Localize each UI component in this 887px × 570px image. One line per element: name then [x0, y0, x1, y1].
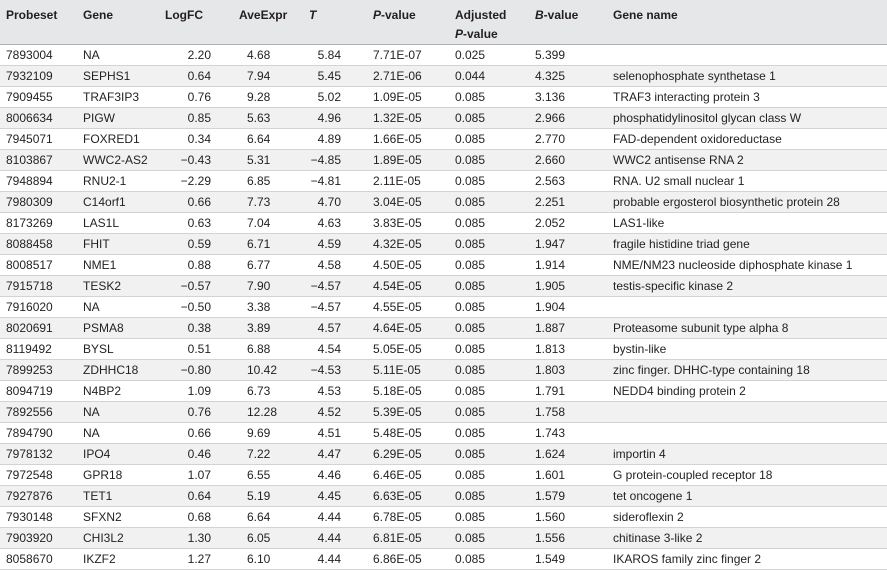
- header-aveexpr: AveExpr: [229, 0, 289, 45]
- cell-gene-name: IKAROS family zinc finger 2: [603, 549, 887, 570]
- cell-aveexpr: 3.38: [229, 297, 289, 318]
- cell-gene-name: selenophosphate synthetase 1: [603, 66, 887, 87]
- cell-aveexpr: 6.71: [229, 234, 289, 255]
- cell-t: −4.81: [289, 171, 357, 192]
- cell-probeset: 7978132: [0, 444, 77, 465]
- table-row: [0, 402, 887, 423]
- cell-gene-name: RNA. U2 small nuclear 1: [603, 171, 887, 192]
- cell-gene-name: FAD-dependent oxidoreductase: [603, 129, 887, 150]
- cell-gene-name: zinc finger. DHHC-type containing 18: [603, 360, 887, 381]
- header-adjusted-rest: -value: [463, 27, 498, 41]
- cell-t: 5.02: [289, 87, 357, 108]
- table-row: [0, 213, 887, 234]
- cell-gene: FOXRED1: [77, 129, 159, 150]
- cell-pvalue: 3.83E-05: [357, 213, 439, 234]
- header-adjusted-italic: P: [455, 27, 464, 41]
- header-t: [289, 0, 357, 45]
- cell-gene-name: fragile histidine triad gene: [603, 234, 887, 255]
- cell-probeset: 7948894: [0, 171, 77, 192]
- table-row: [0, 528, 887, 549]
- cell-gene: FHIT: [77, 234, 159, 255]
- cell-gene: SFXN2: [77, 507, 159, 528]
- cell-t: −4.57: [289, 297, 357, 318]
- cell-t: 4.58: [289, 255, 357, 276]
- header-probeset: Probeset: [0, 0, 77, 45]
- cell-adjusted-pvalue: 0.085: [439, 444, 521, 465]
- cell-gene: IKZF2: [77, 549, 159, 570]
- cell-probeset: 7894790: [0, 423, 77, 444]
- cell-logfc: 0.59: [159, 234, 229, 255]
- table-row: [0, 465, 887, 486]
- cell-aveexpr: 12.28: [229, 402, 289, 423]
- cell-t: 4.59: [289, 234, 357, 255]
- cell-bvalue: 1.914: [521, 255, 603, 276]
- cell-gene-name: probable ergosterol biosynthetic protein 28: [603, 192, 887, 213]
- cell-gene: ZDHHC18: [77, 360, 159, 381]
- cell-probeset: 8006634: [0, 108, 77, 129]
- cell-aveexpr: 7.90: [229, 276, 289, 297]
- cell-logfc: 1.09: [159, 381, 229, 402]
- cell-gene: NA: [77, 402, 159, 423]
- cell-pvalue: 1.09E-05: [357, 87, 439, 108]
- cell-probeset: 8008517: [0, 255, 77, 276]
- cell-aveexpr: 5.63: [229, 108, 289, 129]
- cell-logfc: 2.20: [159, 45, 229, 66]
- cell-logfc: 0.64: [159, 486, 229, 507]
- cell-gene-name: [603, 297, 887, 318]
- cell-bvalue: 1.887: [521, 318, 603, 339]
- cell-aveexpr: 6.05: [229, 528, 289, 549]
- cell-probeset: 7980309: [0, 192, 77, 213]
- cell-gene-name: Proteasome subunit type alpha 8: [603, 318, 887, 339]
- cell-gene: C14orf1: [77, 192, 159, 213]
- cell-probeset: 7972548: [0, 465, 77, 486]
- cell-aveexpr: 6.85: [229, 171, 289, 192]
- cell-bvalue: 1.791: [521, 381, 603, 402]
- cell-probeset: 7945071: [0, 129, 77, 150]
- cell-gene: NA: [77, 423, 159, 444]
- table-row: [0, 318, 887, 339]
- header-gene-name: Gene name: [603, 0, 887, 45]
- table-row: [0, 276, 887, 297]
- cell-gene: PSMA8: [77, 318, 159, 339]
- cell-adjusted-pvalue: 0.085: [439, 402, 521, 423]
- cell-adjusted-pvalue: 0.085: [439, 276, 521, 297]
- cell-gene: TESK2: [77, 276, 159, 297]
- cell-aveexpr: 4.68: [229, 45, 289, 66]
- cell-logfc: 0.51: [159, 339, 229, 360]
- cell-bvalue: 1.758: [521, 402, 603, 423]
- cell-t: 4.44: [289, 528, 357, 549]
- table-body: [0, 45, 887, 570]
- header-logfc: LogFC: [159, 0, 229, 45]
- table-row: [0, 549, 887, 570]
- cell-logfc: 1.30: [159, 528, 229, 549]
- table-row: [0, 423, 887, 444]
- cell-gene-name: importin 4: [603, 444, 887, 465]
- table-row: [0, 339, 887, 360]
- cell-adjusted-pvalue: 0.085: [439, 213, 521, 234]
- cell-bvalue: 1.560: [521, 507, 603, 528]
- cell-adjusted-pvalue: 0.085: [439, 339, 521, 360]
- cell-probeset: 8094719: [0, 381, 77, 402]
- cell-logfc: 0.66: [159, 423, 229, 444]
- cell-gene: TET1: [77, 486, 159, 507]
- cell-probeset: 7892556: [0, 402, 77, 423]
- cell-logfc: 1.07: [159, 465, 229, 486]
- cell-t: −4.85: [289, 150, 357, 171]
- cell-bvalue: 1.905: [521, 276, 603, 297]
- cell-t: 4.44: [289, 507, 357, 528]
- cell-gene-name: WWC2 antisense RNA 2: [603, 150, 887, 171]
- cell-aveexpr: 6.64: [229, 507, 289, 528]
- header-pvalue: [357, 0, 439, 45]
- cell-pvalue: 5.05E-05: [357, 339, 439, 360]
- cell-logfc: 1.27: [159, 549, 229, 570]
- cell-t: 4.47: [289, 444, 357, 465]
- cell-bvalue: 1.601: [521, 465, 603, 486]
- cell-logfc: −0.43: [159, 150, 229, 171]
- cell-t: 4.46: [289, 465, 357, 486]
- cell-gene: NA: [77, 297, 159, 318]
- table-row: [0, 108, 887, 129]
- cell-t: 4.89: [289, 129, 357, 150]
- cell-pvalue: 4.50E-05: [357, 255, 439, 276]
- cell-gene-name: NME/NM23 nucleoside diphosphate kinase 1: [603, 255, 887, 276]
- cell-logfc: 0.63: [159, 213, 229, 234]
- cell-gene-name: bystin-like: [603, 339, 887, 360]
- table-row: [0, 150, 887, 171]
- cell-gene: NA: [77, 45, 159, 66]
- cell-probeset: 7903920: [0, 528, 77, 549]
- cell-gene: PIGW: [77, 108, 159, 129]
- cell-gene-name: NEDD4 binding protein 2: [603, 381, 887, 402]
- cell-adjusted-pvalue: 0.085: [439, 87, 521, 108]
- cell-adjusted-pvalue: 0.085: [439, 486, 521, 507]
- table-row: [0, 192, 887, 213]
- cell-t: 4.52: [289, 402, 357, 423]
- cell-gene: NME1: [77, 255, 159, 276]
- cell-gene-name: [603, 402, 887, 423]
- table-row: [0, 45, 887, 66]
- cell-gene-name: LAS1-like: [603, 213, 887, 234]
- cell-pvalue: 2.71E-06: [357, 66, 439, 87]
- cell-t: 5.45: [289, 66, 357, 87]
- cell-bvalue: 1.904: [521, 297, 603, 318]
- header-adjusted-line1: Adjusted: [455, 8, 507, 22]
- cell-bvalue: 3.136: [521, 87, 603, 108]
- cell-probeset: 7893004: [0, 45, 77, 66]
- cell-bvalue: 5.399: [521, 45, 603, 66]
- cell-logfc: 0.64: [159, 66, 229, 87]
- header-pvalue-italic: P: [373, 8, 382, 22]
- cell-aveexpr: 6.10: [229, 549, 289, 570]
- cell-probeset: 7916020: [0, 297, 77, 318]
- cell-pvalue: 7.71E-07: [357, 45, 439, 66]
- cell-gene: WWC2-AS2: [77, 150, 159, 171]
- cell-bvalue: 1.743: [521, 423, 603, 444]
- cell-aveexpr: 10.42: [229, 360, 289, 381]
- cell-gene-name: tet oncogene 1: [603, 486, 887, 507]
- table-row: [0, 255, 887, 276]
- cell-logfc: 0.46: [159, 444, 229, 465]
- cell-logfc: −2.29: [159, 171, 229, 192]
- cell-gene-name: G protein-coupled receptor 18: [603, 465, 887, 486]
- cell-aveexpr: 6.73: [229, 381, 289, 402]
- cell-probeset: 8020691: [0, 318, 77, 339]
- cell-bvalue: 1.803: [521, 360, 603, 381]
- cell-pvalue: 4.54E-05: [357, 276, 439, 297]
- cell-adjusted-pvalue: 0.085: [439, 465, 521, 486]
- cell-gene-name: [603, 45, 887, 66]
- cell-bvalue: 2.052: [521, 213, 603, 234]
- cell-logfc: 0.88: [159, 255, 229, 276]
- cell-gene-name: phosphatidylinositol glycan class W: [603, 108, 887, 129]
- cell-pvalue: 4.55E-05: [357, 297, 439, 318]
- header-gene: Gene: [77, 0, 159, 45]
- cell-logfc: −0.57: [159, 276, 229, 297]
- cell-aveexpr: 7.94: [229, 66, 289, 87]
- cell-adjusted-pvalue: 0.085: [439, 234, 521, 255]
- cell-probeset: 7915718: [0, 276, 77, 297]
- header-t-label: T: [309, 8, 317, 22]
- table-row: [0, 87, 887, 108]
- cell-gene-name: sideroflexin 2: [603, 507, 887, 528]
- table-row: [0, 129, 887, 150]
- cell-adjusted-pvalue: 0.085: [439, 108, 521, 129]
- cell-gene: N4BP2: [77, 381, 159, 402]
- cell-adjusted-pvalue: 0.025: [439, 45, 521, 66]
- cell-gene: RNU2-1: [77, 171, 159, 192]
- cell-pvalue: 4.64E-05: [357, 318, 439, 339]
- cell-aveexpr: 7.04: [229, 213, 289, 234]
- cell-probeset: 7909455: [0, 87, 77, 108]
- header-row: [0, 0, 887, 45]
- cell-bvalue: 1.813: [521, 339, 603, 360]
- cell-adjusted-pvalue: 0.085: [439, 255, 521, 276]
- cell-adjusted-pvalue: 0.085: [439, 150, 521, 171]
- cell-bvalue: 2.966: [521, 108, 603, 129]
- cell-pvalue: 6.63E-05: [357, 486, 439, 507]
- cell-t: 4.96: [289, 108, 357, 129]
- cell-t: 4.45: [289, 486, 357, 507]
- cell-gene-name: testis-specific kinase 2: [603, 276, 887, 297]
- cell-adjusted-pvalue: 0.085: [439, 192, 521, 213]
- cell-pvalue: 5.39E-05: [357, 402, 439, 423]
- cell-pvalue: 6.78E-05: [357, 507, 439, 528]
- cell-logfc: 0.38: [159, 318, 229, 339]
- cell-probeset: 8119492: [0, 339, 77, 360]
- table-row: [0, 234, 887, 255]
- cell-adjusted-pvalue: 0.044: [439, 66, 521, 87]
- cell-gene: CHI3L2: [77, 528, 159, 549]
- cell-t: 4.53: [289, 381, 357, 402]
- cell-gene: BYSL: [77, 339, 159, 360]
- cell-gene: TRAF3IP3: [77, 87, 159, 108]
- cell-bvalue: 2.251: [521, 192, 603, 213]
- cell-t: −4.53: [289, 360, 357, 381]
- cell-aveexpr: 6.77: [229, 255, 289, 276]
- cell-adjusted-pvalue: 0.085: [439, 528, 521, 549]
- cell-adjusted-pvalue: 0.085: [439, 360, 521, 381]
- cell-logfc: −0.50: [159, 297, 229, 318]
- cell-gene-name: [603, 423, 887, 444]
- table-row: [0, 444, 887, 465]
- table-row: [0, 297, 887, 318]
- cell-adjusted-pvalue: 0.085: [439, 381, 521, 402]
- cell-bvalue: 1.556: [521, 528, 603, 549]
- cell-aveexpr: 9.69: [229, 423, 289, 444]
- table-row: [0, 360, 887, 381]
- cell-bvalue: 1.549: [521, 549, 603, 570]
- cell-pvalue: 4.32E-05: [357, 234, 439, 255]
- cell-adjusted-pvalue: 0.085: [439, 549, 521, 570]
- cell-adjusted-pvalue: 0.085: [439, 507, 521, 528]
- cell-adjusted-pvalue: 0.085: [439, 171, 521, 192]
- header-pvalue-rest: -value: [381, 8, 416, 22]
- cell-logfc: 0.85: [159, 108, 229, 129]
- cell-t: −4.57: [289, 276, 357, 297]
- cell-t: 4.51: [289, 423, 357, 444]
- cell-bvalue: 1.579: [521, 486, 603, 507]
- cell-bvalue: 2.660: [521, 150, 603, 171]
- header-bvalue-rest: -value: [543, 8, 579, 22]
- cell-aveexpr: 5.31: [229, 150, 289, 171]
- header-bvalue-italic: B: [535, 8, 544, 22]
- cell-pvalue: 6.46E-05: [357, 465, 439, 486]
- cell-logfc: 0.76: [159, 402, 229, 423]
- cell-aveexpr: 5.19: [229, 486, 289, 507]
- cell-logfc: 0.76: [159, 87, 229, 108]
- cell-pvalue: 1.66E-05: [357, 129, 439, 150]
- cell-pvalue: 1.89E-05: [357, 150, 439, 171]
- cell-bvalue: 2.563: [521, 171, 603, 192]
- cell-probeset: 7899253: [0, 360, 77, 381]
- cell-logfc: 0.68: [159, 507, 229, 528]
- cell-t: 4.63: [289, 213, 357, 234]
- cell-probeset: 7927876: [0, 486, 77, 507]
- cell-logfc: 0.34: [159, 129, 229, 150]
- cell-aveexpr: 6.55: [229, 465, 289, 486]
- cell-pvalue: 6.29E-05: [357, 444, 439, 465]
- cell-aveexpr: 7.73: [229, 192, 289, 213]
- cell-probeset: 7930148: [0, 507, 77, 528]
- cell-pvalue: 5.11E-05: [357, 360, 439, 381]
- header-bvalue: [521, 0, 603, 45]
- cell-adjusted-pvalue: 0.085: [439, 297, 521, 318]
- table-row: [0, 66, 887, 87]
- cell-aveexpr: 7.22: [229, 444, 289, 465]
- cell-bvalue: 1.624: [521, 444, 603, 465]
- cell-bvalue: 1.947: [521, 234, 603, 255]
- cell-pvalue: 6.86E-05: [357, 549, 439, 570]
- cell-t: 4.54: [289, 339, 357, 360]
- cell-bvalue: 2.770: [521, 129, 603, 150]
- table-row: [0, 171, 887, 192]
- cell-pvalue: 5.48E-05: [357, 423, 439, 444]
- cell-pvalue: 2.11E-05: [357, 171, 439, 192]
- cell-pvalue: 3.04E-05: [357, 192, 439, 213]
- table-header: [0, 0, 887, 45]
- cell-adjusted-pvalue: 0.085: [439, 318, 521, 339]
- cell-adjusted-pvalue: 0.085: [439, 129, 521, 150]
- cell-probeset: 8173269: [0, 213, 77, 234]
- cell-logfc: 0.66: [159, 192, 229, 213]
- cell-logfc: −0.80: [159, 360, 229, 381]
- cell-gene: GPR18: [77, 465, 159, 486]
- cell-pvalue: 5.18E-05: [357, 381, 439, 402]
- cell-probeset: 8103867: [0, 150, 77, 171]
- cell-bvalue: 4.325: [521, 66, 603, 87]
- cell-aveexpr: 6.88: [229, 339, 289, 360]
- table-row: [0, 486, 887, 507]
- table-row: [0, 507, 887, 528]
- header-adjusted-pvalue: [439, 0, 521, 45]
- cell-gene: IPO4: [77, 444, 159, 465]
- cell-gene: LAS1L: [77, 213, 159, 234]
- cell-gene-name: TRAF3 interacting protein 3: [603, 87, 887, 108]
- cell-t: 4.70: [289, 192, 357, 213]
- cell-probeset: 7932109: [0, 66, 77, 87]
- cell-pvalue: 6.81E-05: [357, 528, 439, 549]
- cell-probeset: 8088458: [0, 234, 77, 255]
- cell-adjusted-pvalue: 0.085: [439, 423, 521, 444]
- cell-aveexpr: 6.64: [229, 129, 289, 150]
- cell-gene: SEPHS1: [77, 66, 159, 87]
- cell-aveexpr: 9.28: [229, 87, 289, 108]
- cell-gene-name: chitinase 3-like 2: [603, 528, 887, 549]
- table-row: [0, 381, 887, 402]
- cell-pvalue: 1.32E-05: [357, 108, 439, 129]
- cell-t: 4.57: [289, 318, 357, 339]
- cell-aveexpr: 3.89: [229, 318, 289, 339]
- cell-t: 4.44: [289, 549, 357, 570]
- cell-probeset: 8058670: [0, 549, 77, 570]
- cell-t: 5.84: [289, 45, 357, 66]
